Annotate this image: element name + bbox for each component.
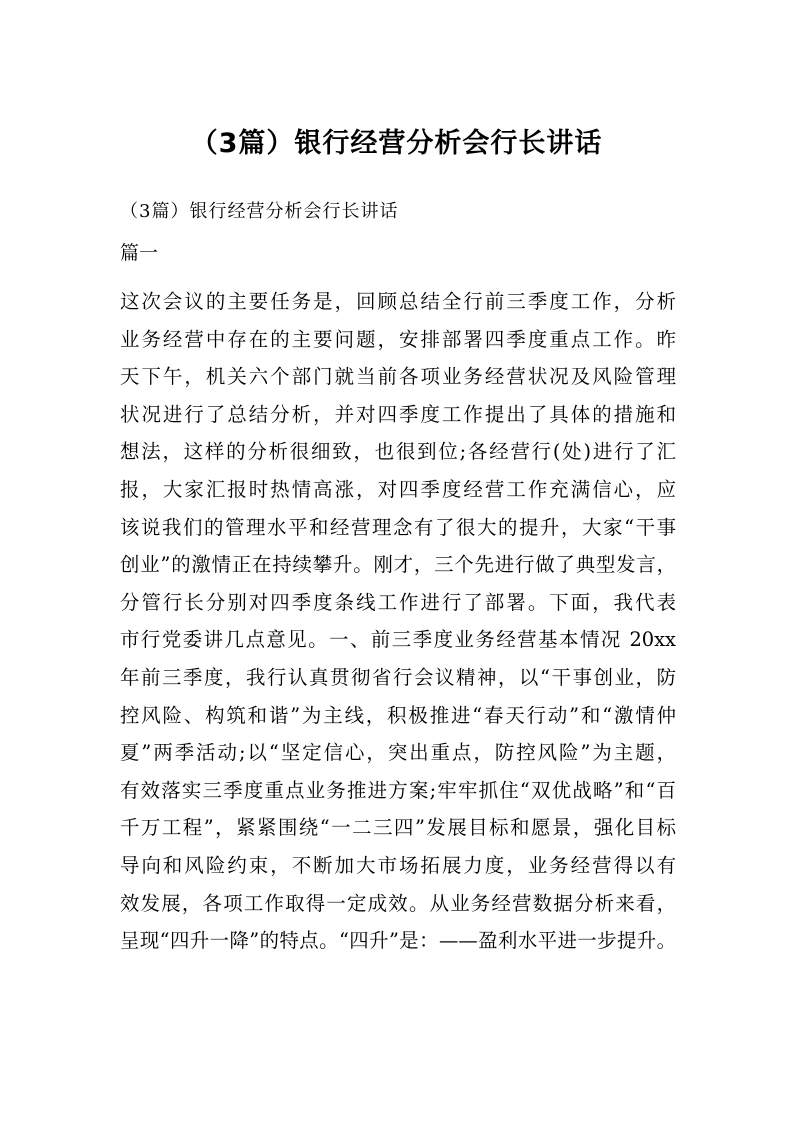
- body-line: 报，大家汇报时热情高涨，对四季度经营工作充满信心，应: [120, 477, 676, 501]
- body-line: 有效落实三季度重点业务推进方案;牢牢抓住“双优战略”和“百: [120, 778, 676, 802]
- body-text: [120, 283, 676, 960]
- document-title: （3篇）银行经营分析会行长讲话: [190, 128, 603, 159]
- body-line: 千万工程”，紧紧围绕“一二三四”发展目标和愿景，强化目标: [120, 816, 676, 840]
- body-line: 该说我们的管理水平和经营理念有了很大的提升，大家“干事: [120, 515, 676, 539]
- body-line: 想法，这样的分析很细致，也很到位;各经营行(处)进行了汇: [120, 440, 676, 464]
- body-line: 创业”的激情正在持续攀升。刚才，三个先进行做了典型发言，: [120, 553, 676, 577]
- body-line: 状况进行了总结分析，并对四季度工作提出了具体的措施和: [120, 402, 676, 426]
- body-line: 这次会议的主要任务是，回顾总结全行前三季度工作，分析: [120, 290, 676, 313]
- section-label: 篇一: [120, 242, 159, 264]
- body-line: 效发展，各项工作取得一定成效。从业务经营数据分析来看，: [120, 891, 676, 915]
- body-line: 导向和风险约束，不断加大市场拓展力度，业务经营得以有: [120, 853, 676, 877]
- body-line: 业务经营中存在的主要问题，安排部署四季度重点工作。昨: [120, 327, 676, 351]
- body-line: 夏”两季活动;以“坚定信心，突出重点，防控风险”为主题，: [120, 741, 676, 765]
- body-line: 市行党委讲几点意见。一、前三季度业务经营基本情况 20xx: [120, 628, 676, 652]
- body-line: 年前三季度，我行认真贯彻省行会议精神，以“干事创业，防: [120, 665, 676, 689]
- body-line: 分管行长分别对四季度条线工作进行了部署。下面，我代表: [120, 590, 676, 614]
- body-line: 控风险、构筑和谐”为主线，积极推进“春天行动”和“激情仲: [120, 703, 676, 727]
- body-line: 天下午，机关六个部门就当前各项业务经营状况及风险管理: [120, 365, 676, 389]
- document-subtitle: （3篇）银行经营分析会行长讲话: [120, 201, 399, 222]
- body-line: 呈现“四升一降”的特点。“四升”是：——盈利水平进一步提升。: [120, 929, 676, 953]
